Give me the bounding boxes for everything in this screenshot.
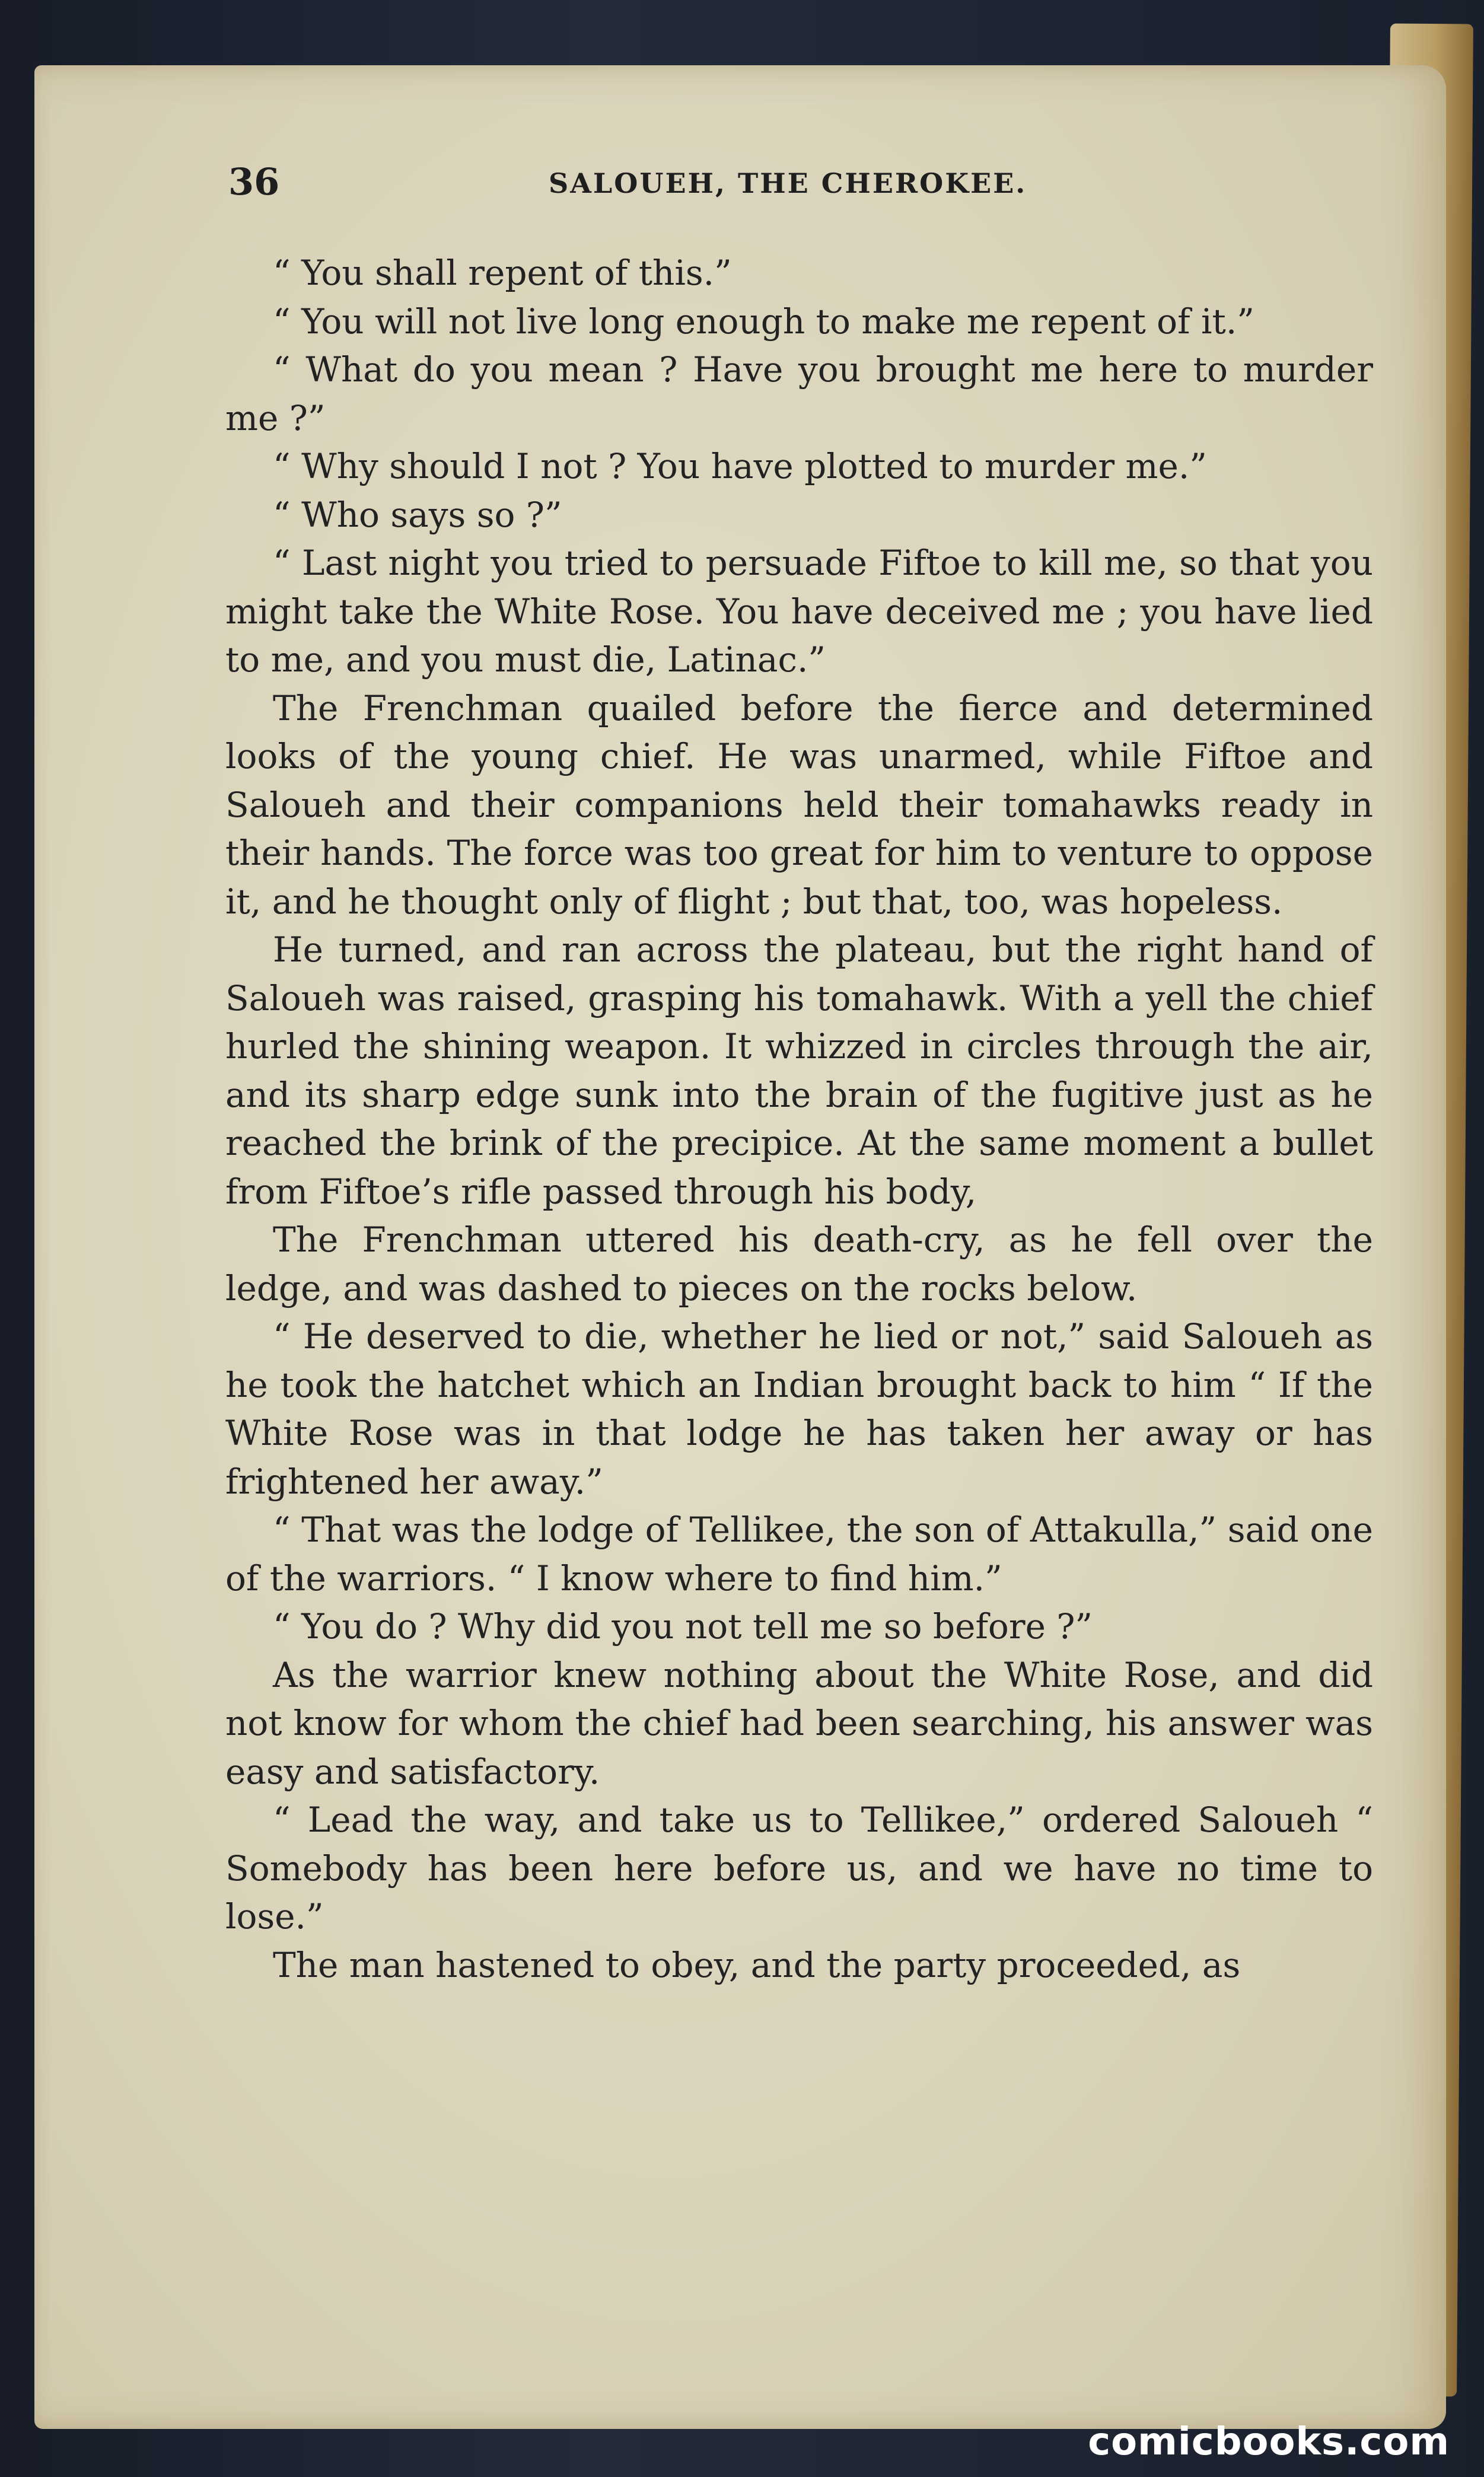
paragraph: He turned, and ran across the plateau, but the right hand of Saloueh was raised, grasping his tomahawk. With a yell the chief hurled the shining weapon. It whizzed in circles through the air, and its sharp edge sunk into the brain of the fugitive just as he reached the brink of the precipice. At the same moment a bullet from Fiftoe’s rifle passed through his body, xyxy=(225,929,1373,1212)
site-watermark: comicbooks.com xyxy=(1088,2420,1450,2464)
running-head: SALOUEH, THE CHEROKEE. xyxy=(549,167,1027,199)
paragraph: “ What do you mean ? Have you brought me here to murder me ?” xyxy=(225,349,1373,438)
body-text xyxy=(225,249,1373,1989)
paragraph: “ Why should I not ? You have plotted to murder me.” xyxy=(273,446,1207,486)
paragraph: “ You do ? Why did you not tell me so before ?” xyxy=(273,1606,1093,1647)
page-number: 36 xyxy=(228,160,280,203)
paragraph: As the warrior knew nothing about the White Rose, and did not know for whom the chief had been searching, his answer was easy and satisfactory. xyxy=(225,1654,1373,1792)
paragraph: “ He deserved to die, whether he lied or not,” said Saloueh as he took the hatchet which an Indian brought back to him “ If the White Rose was in that lodge he has taken her away or has frightened her away.” xyxy=(225,1316,1373,1502)
page-header xyxy=(228,160,1379,208)
paragraph: The Frenchman quailed before the fierce and determined looks of the young chief. He was unarmed, while Fiftoe and Saloueh and their companions held their tomahawks ready in their hands. The force was too great for him to venture to oppose it, and he thought only of flight ; but that, too, was hopeless. xyxy=(225,687,1373,922)
paragraph: “ Who says so ?” xyxy=(273,494,562,535)
paragraph: The Frenchman uttered his death-cry, as he fell over the ledge, and was dashed to pieces on the rocks below. xyxy=(225,1220,1373,1308)
paragraph: “ You shall repent of this.” xyxy=(273,253,732,293)
paragraph: “ Last night you tried to persuade Fiftoe to kill me, so that you might take the White Rose. You have deceived me ; you have lied to me, and you must die, Latinac.” xyxy=(225,543,1373,680)
paragraph: “ Lead the way, and take us to Tellikee,” ordered Saloueh “ Somebody has been here before us, and we have no time to lose.” xyxy=(225,1800,1373,1937)
paragraph: “ You will not live long enough to make me repent of it.” xyxy=(273,301,1254,342)
paragraph: The man hastened to obey, and the party proceeded, as xyxy=(273,1944,1241,1985)
paragraph: “ That was the lodge of Tellikee, the son of Attakulla,” said one of the warriors. “ I know where to find him.” xyxy=(225,1510,1373,1599)
